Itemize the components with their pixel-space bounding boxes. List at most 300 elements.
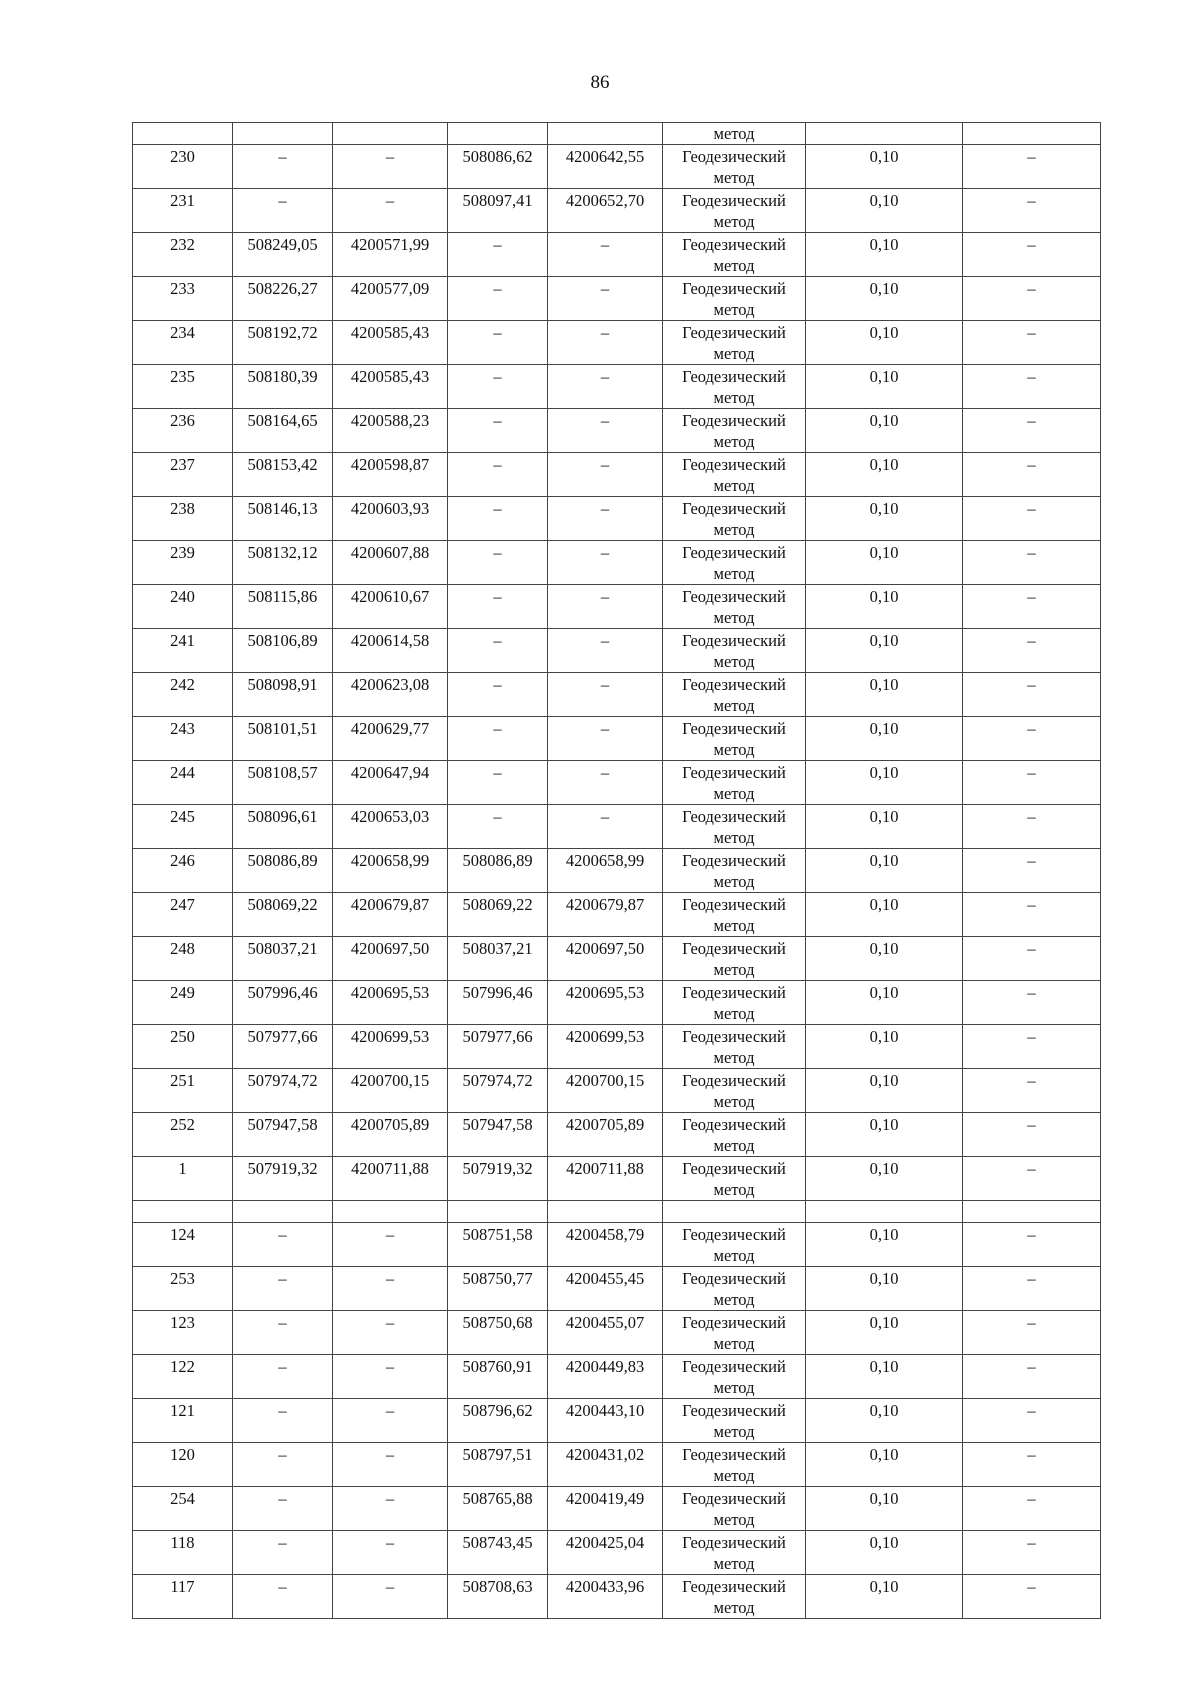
cell-x1 [233,409,333,453]
cell-number [133,123,233,145]
cell-x1 [233,365,333,409]
cell-x2 [448,453,548,497]
cell-accuracy-text: 0,10 [869,543,899,562]
table-row [133,277,1101,321]
cell-number-text: 236 [170,411,195,430]
cell-method-text: Геодезический метод [682,1445,786,1485]
cell-accuracy [806,321,963,365]
cell-method [663,585,806,629]
cell-y2 [548,1443,663,1487]
cell-y2 [548,1531,663,1575]
table-row-empty [133,1201,1101,1223]
cell-x1 [233,1223,333,1267]
cell-method [663,1487,806,1531]
cell-x1 [233,1575,333,1619]
cell-method-text: Геодезический метод [682,499,786,539]
cell-y1-text: 4200711,88 [351,1159,429,1178]
cell-method-text: Геодезический метод [682,719,786,759]
cell-note-text: – [1027,543,1036,562]
cell-accuracy-text: 0,10 [869,1577,899,1596]
cell-y2 [548,893,663,937]
cell-note [963,453,1101,497]
cell-y1 [333,717,448,761]
cell-accuracy-text: 0,10 [869,1159,899,1178]
cell-y2-text: – [600,499,610,518]
cell-number-text: 244 [170,763,195,782]
cell-note [963,717,1101,761]
cell-y1-text: 4200699,53 [350,1027,430,1046]
table-row [133,761,1101,805]
cell-y1 [333,497,448,541]
cell-note [963,937,1101,981]
cell-note [963,673,1101,717]
table-row [133,805,1101,849]
cell-method [663,409,806,453]
cell-y2 [548,1157,663,1201]
cell-method [663,277,806,321]
cell-number [133,761,233,805]
cell-x2-text: – [493,411,502,430]
table-row [133,629,1101,673]
cell-note-text: – [1027,807,1036,826]
cell-method [663,717,806,761]
cell-y1-text: 4200700,15 [350,1071,430,1090]
cell-y2-text: – [600,719,610,738]
cell-note [963,981,1101,1025]
cell-method-text: Геодезический метод [682,807,786,847]
cell-y2 [548,277,663,321]
cell-accuracy [806,1069,963,1113]
cell-x1-text: 508115,86 [247,587,318,606]
cell-number [133,453,233,497]
cell-method [663,145,806,189]
cell-x1-text: 508153,42 [247,455,318,474]
table-row [133,497,1101,541]
cell-y2-text: 4200449,83 [565,1357,645,1376]
cell-y2 [548,1025,663,1069]
cell-accuracy-text: 0,10 [869,675,899,694]
cell-x2 [448,761,548,805]
cell-note [963,805,1101,849]
cell-method [663,1069,806,1113]
empty-cell [963,1201,1101,1223]
cell-x2 [448,233,548,277]
cell-accuracy [806,673,963,717]
table-row [133,937,1101,981]
cell-x2 [448,717,548,761]
cell-y1-text: 4200603,93 [350,499,430,518]
cell-x1 [233,145,333,189]
cell-method-text: Геодезический метод [682,675,786,715]
table-body [133,123,1101,1619]
cell-note-text: – [1027,455,1036,474]
cell-x2 [448,1487,548,1531]
cell-method-text: Геодезический метод [682,279,786,319]
cell-number-text: 118 [170,1533,195,1552]
cell-x2-text: – [493,323,502,342]
cell-number-text: 121 [170,1401,195,1420]
cell-y1-text: – [385,1313,395,1332]
cell-x1-text: 508249,05 [247,235,318,254]
cell-x1-text: – [278,1225,287,1244]
cell-method-text: Геодезический метод [682,1313,786,1353]
cell-y1 [333,453,448,497]
cell-accuracy [806,981,963,1025]
cell-x2-text: – [493,763,502,782]
cell-method [663,1113,806,1157]
cell-y2 [548,761,663,805]
cell-y2 [548,805,663,849]
cell-note [963,1069,1101,1113]
cell-x1-text: 508086,89 [247,851,318,870]
cell-y1 [333,1487,448,1531]
cell-number [133,1399,233,1443]
cell-y1-text: 4200610,67 [350,587,430,606]
cell-y1 [333,233,448,277]
cell-number [133,585,233,629]
cell-y1 [333,805,448,849]
table-row [133,1487,1101,1531]
cell-x2 [448,123,548,145]
cell-y2-text: – [600,367,610,386]
cell-y1-text: 4200705,89 [350,1115,430,1134]
cell-y1 [333,409,448,453]
cell-y2-text: 4200700,15 [565,1071,645,1090]
cell-x1-text: 507947,58 [247,1115,318,1134]
cell-x2-text: – [493,235,502,254]
cell-x1-text: 508192,72 [247,323,318,342]
cell-method [663,893,806,937]
cell-number-text: 233 [170,279,195,298]
cell-note-text: – [1027,279,1036,298]
cell-x2 [448,629,548,673]
cell-method-text: Геодезический метод [682,1159,786,1199]
cell-y2-text: 4200711,88 [566,1159,644,1178]
table-row [133,365,1101,409]
cell-y2 [548,849,663,893]
cell-method [663,981,806,1025]
cell-number-text: 249 [170,983,195,1002]
cell-accuracy-text: 0,10 [869,147,899,166]
cell-method [663,805,806,849]
cell-number [133,189,233,233]
cell-x2 [448,1113,548,1157]
cell-method-text: Геодезический метод [682,323,786,363]
cell-note [963,1487,1101,1531]
cell-y1-text: 4200623,08 [350,675,430,694]
cell-y1 [333,1157,448,1201]
cell-accuracy [806,1113,963,1157]
cell-y1 [333,937,448,981]
table-row [133,673,1101,717]
table-row [133,321,1101,365]
cell-x2-text: – [493,367,502,386]
cell-number-text: 238 [170,499,195,518]
cell-accuracy-text: 0,10 [869,807,899,826]
cell-x2 [448,541,548,585]
cell-note [963,1025,1101,1069]
cell-number [133,1069,233,1113]
cell-accuracy [806,1487,963,1531]
cell-accuracy-text: 0,10 [869,279,899,298]
cell-x2 [448,145,548,189]
cell-number [133,673,233,717]
cell-x1 [233,453,333,497]
cell-x1-text: 508180,39 [247,367,318,386]
cell-y2-text: – [600,631,610,650]
cell-x2-text: 508086,89 [462,851,533,870]
cell-x1 [233,123,333,145]
cell-x1 [233,761,333,805]
table-row [133,1223,1101,1267]
cell-y2-text: – [600,807,610,826]
cell-y2 [548,585,663,629]
cell-note-text: – [1027,1533,1036,1552]
cell-x1 [233,1025,333,1069]
cell-y2 [548,937,663,981]
cell-y2 [548,189,663,233]
cell-note [963,1575,1101,1619]
table-row-continuation [133,123,1101,145]
cell-method [663,1443,806,1487]
cell-method-text: Геодезический метод [682,1401,786,1441]
cell-y1-text: 4200577,09 [350,279,430,298]
cell-note-text: – [1027,367,1036,386]
cell-note [963,541,1101,585]
cell-note-text: – [1027,191,1036,210]
cell-accuracy [806,409,963,453]
cell-x2-text: 508708,63 [462,1577,533,1596]
cell-number [133,1311,233,1355]
cell-note [963,145,1101,189]
cell-x1-text: 508106,89 [247,631,318,650]
cell-x2 [448,1025,548,1069]
cell-y1 [333,673,448,717]
cell-x1-text: – [278,1313,287,1332]
cell-number [133,541,233,585]
cell-y2 [548,145,663,189]
cell-accuracy-text: 0,10 [869,499,899,518]
cell-number-text: 235 [170,367,195,386]
table-row [133,145,1101,189]
cell-method [663,123,806,145]
cell-method [663,1355,806,1399]
cell-accuracy [806,805,963,849]
cell-note [963,189,1101,233]
cell-x2-text: – [493,279,502,298]
cell-number-text: 243 [170,719,195,738]
cell-y1-text: – [385,1489,395,1508]
cell-note-text: – [1027,411,1036,430]
cell-x1 [233,1113,333,1157]
table-row [133,233,1101,277]
cell-y2-text: 4200431,02 [565,1445,645,1464]
cell-y1-text: 4200658,99 [350,851,430,870]
cell-x2 [448,365,548,409]
cell-x1 [233,1443,333,1487]
cell-x1-text: 507977,66 [247,1027,318,1046]
cell-x2-text: 508796,62 [462,1401,533,1420]
cell-method-text: Геодезический метод [682,1225,786,1265]
cell-x2 [448,189,548,233]
cell-y1-text: – [385,1401,395,1420]
table-row [133,1267,1101,1311]
cell-note-text: – [1027,1313,1036,1332]
cell-y1 [333,189,448,233]
table-row [133,409,1101,453]
cell-note-text: – [1027,851,1036,870]
cell-accuracy-text: 0,10 [869,1027,899,1046]
cell-note-text: – [1027,719,1036,738]
cell-accuracy [806,717,963,761]
cell-x2-text: – [493,807,502,826]
cell-x1 [233,1399,333,1443]
cell-y1-text: – [385,1269,395,1288]
cell-x1 [233,1487,333,1531]
cell-note [963,409,1101,453]
cell-number-text: 251 [170,1071,195,1090]
cell-note-text: – [1027,587,1036,606]
cell-x1 [233,497,333,541]
table-row [133,1025,1101,1069]
empty-cell [233,1201,333,1223]
cell-method-text: Геодезический метод [682,411,786,451]
cell-note [963,321,1101,365]
cell-y2-text: 4200455,07 [565,1313,645,1332]
cell-y2-text: – [600,763,610,782]
cell-number-text: 250 [170,1027,195,1046]
cell-y2-text: 4200705,89 [565,1115,645,1134]
cell-y1-text: – [385,1225,395,1244]
cell-x2-text: 508760,91 [462,1357,533,1376]
cell-note [963,1355,1101,1399]
cell-note-text: – [1027,1269,1036,1288]
cell-number [133,321,233,365]
cell-x1 [233,585,333,629]
cell-y2-text: – [600,543,610,562]
cell-y2 [548,629,663,673]
table-row [133,189,1101,233]
cell-note [963,585,1101,629]
cell-x2-text: 508097,41 [462,191,533,210]
empty-cell [663,1201,806,1223]
cell-method-text: Геодезический метод [682,851,786,891]
cell-accuracy [806,1267,963,1311]
cell-y1-text: 4200585,43 [350,367,430,386]
cell-y2-text: 4200652,70 [565,191,645,210]
cell-number-text: 120 [170,1445,195,1464]
cell-method-text: Геодезический метод [682,191,786,231]
cell-y1-text: 4200647,94 [350,763,430,782]
cell-number-text: 242 [170,675,195,694]
cell-note-text: – [1027,1071,1036,1090]
cell-note [963,1113,1101,1157]
cell-x1 [233,321,333,365]
cell-x1 [233,1267,333,1311]
cell-note [963,1223,1101,1267]
cell-number [133,893,233,937]
cell-y1 [333,981,448,1025]
cell-method-text: Геодезический метод [682,983,786,1023]
cell-note-text: – [1027,895,1036,914]
cell-number [133,1575,233,1619]
cell-y2-text: 4200695,53 [565,983,645,1002]
cell-x2 [448,1157,548,1201]
cell-note-text: – [1027,323,1036,342]
cell-number [133,1157,233,1201]
cell-number-text: 248 [170,939,195,958]
cell-number [133,1443,233,1487]
cell-y2 [548,321,663,365]
cell-accuracy [806,189,963,233]
empty-cell [333,1201,448,1223]
cell-accuracy [806,849,963,893]
cell-y1-text: 4200588,23 [350,411,430,430]
cell-y1-text: 4200697,50 [350,939,430,958]
cell-accuracy [806,629,963,673]
cell-number [133,497,233,541]
cell-y1 [333,1399,448,1443]
cell-x2-text: – [493,719,502,738]
cell-x2 [448,849,548,893]
cell-x1-text: – [278,1489,287,1508]
cell-accuracy-text: 0,10 [869,1445,899,1464]
cell-y1 [333,145,448,189]
cell-note-text: – [1027,147,1036,166]
cell-accuracy [806,145,963,189]
cell-number [133,365,233,409]
page-number: 86 [590,72,610,93]
cell-number [133,233,233,277]
cell-number [133,1355,233,1399]
cell-method [663,761,806,805]
cell-y1-text: – [385,191,395,210]
cell-accuracy-text: 0,10 [869,1115,899,1134]
cell-x2-text: 508750,77 [462,1269,533,1288]
cell-x1 [233,673,333,717]
cell-accuracy-text: 0,10 [869,1489,899,1508]
cell-x2-text: 508069,22 [462,895,533,914]
cell-method-text: Геодезический метод [682,1577,786,1617]
cell-accuracy [806,1443,963,1487]
cell-note [963,1399,1101,1443]
cell-accuracy [806,1157,963,1201]
cell-accuracy-text: 0,10 [869,1071,899,1090]
cell-accuracy-text: 0,10 [869,763,899,782]
cell-accuracy [806,937,963,981]
cell-note-text: – [1027,1027,1036,1046]
cell-x1 [233,277,333,321]
cell-method-text: Геодезический метод [682,939,786,979]
cell-accuracy-text: 0,10 [869,1357,899,1376]
table-row [133,541,1101,585]
cell-x2 [448,893,548,937]
cell-method [663,1531,806,1575]
cell-number [133,849,233,893]
cell-y1-text: 4200653,03 [350,807,430,826]
cell-number-text: 246 [170,851,195,870]
cell-x2 [448,277,548,321]
table-row [133,1355,1101,1399]
table-row [133,1157,1101,1201]
cell-number [133,145,233,189]
cell-x2-text: – [493,455,502,474]
cell-y2-text: 4200425,04 [565,1533,645,1552]
table-row [133,893,1101,937]
cell-x2 [448,981,548,1025]
cell-y1-text: 4200679,87 [350,895,430,914]
cell-note-text: – [1027,1577,1036,1596]
